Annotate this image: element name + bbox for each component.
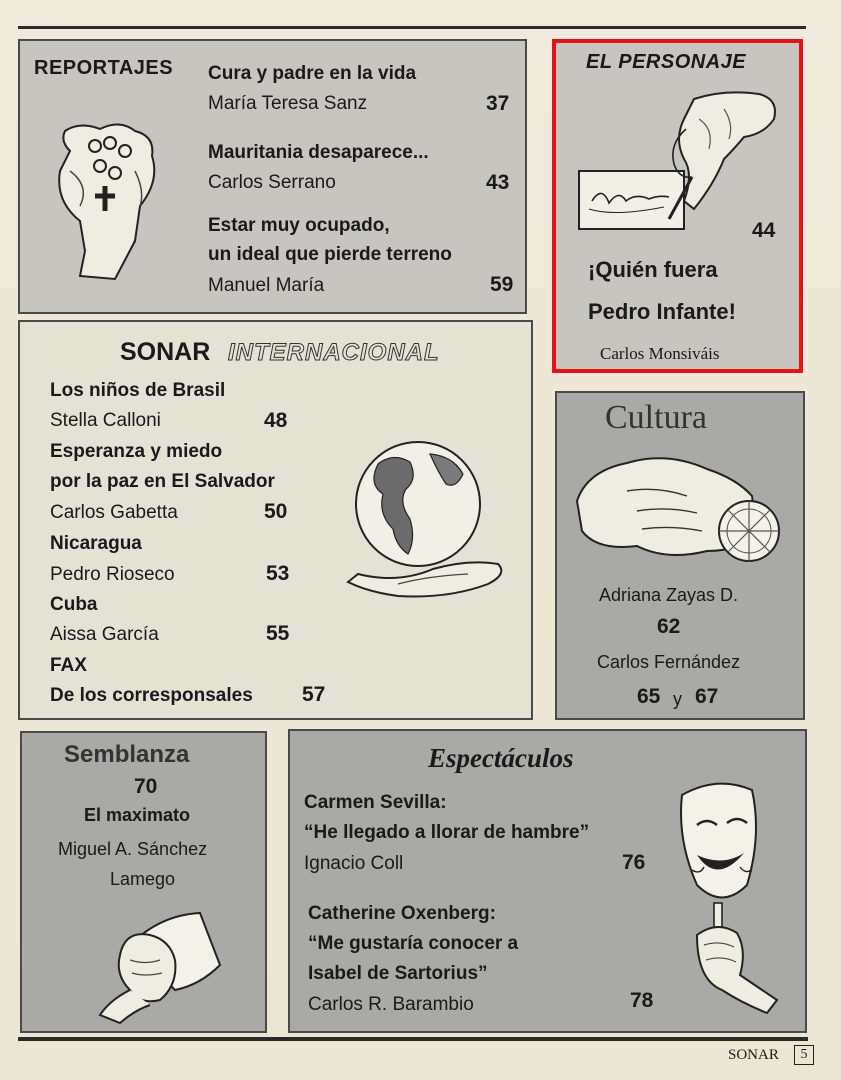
reportajes-item1-page: 37 — [486, 92, 510, 115]
footer-page-number: 5 — [794, 1045, 814, 1065]
reportajes-item2-title: Mauritania desaparece... — [208, 142, 429, 163]
internacional-item3-author: Pedro Rioseco — [50, 564, 175, 585]
internacional-item4-title: Cuba — [50, 594, 98, 615]
internacional-item4-author: Aissa García — [50, 624, 159, 645]
hand-with-paper-illustration — [90, 905, 240, 1025]
espectaculos-item2-page: 78 — [630, 989, 654, 1012]
personaje-tag: EL PERSONAJE — [586, 51, 747, 73]
semblanza-title: El maximato — [84, 805, 191, 825]
bottom-rule — [18, 1037, 808, 1041]
personaje-title-line1: ¡Quién fuera — [588, 257, 718, 282]
personaje-title-line2: Pedro Infante! — [588, 299, 736, 324]
espectaculos-item1-page: 76 — [622, 851, 646, 874]
internacional-panel — [18, 320, 533, 720]
internacional-item1-author: Stella Calloni — [50, 410, 161, 431]
top-rule — [18, 26, 806, 29]
cultura-author2: Carlos Fernández — [597, 652, 741, 672]
reportajes-item1-title: Cura y padre en la vida — [208, 63, 417, 84]
theater-mask-illustration — [662, 775, 792, 1015]
reportajes-item3-author: Manuel María — [208, 275, 325, 296]
semblanza-tag: Semblanza — [64, 741, 190, 768]
espectaculos-panel — [288, 729, 807, 1033]
internacional-item2-page: 50 — [264, 500, 288, 523]
cultura-author1: Adriana Zayas D. — [599, 585, 739, 605]
hand-squeezing-lemon-illustration — [567, 451, 792, 571]
semblanza-author-line1: Miguel A. Sánchez — [58, 839, 208, 859]
footer-magazine-name: SONAR — [728, 1047, 779, 1063]
internacional-item3-title: Nicaragua — [50, 533, 142, 554]
internacional-item4-page: 55 — [266, 622, 290, 645]
personaje-author: Carlos Monsiváis — [600, 344, 720, 363]
internacional-item2-title-line2: por la paz en El Salvador — [50, 471, 275, 492]
espectaculos-item2-title-line1: Catherine Oxenberg: — [308, 903, 496, 924]
reportajes-item3-title-line1: Estar muy ocupado, — [208, 215, 390, 236]
reportajes-item2-page: 43 — [486, 171, 510, 194]
internacional-tag-sonar: SONAR — [120, 338, 211, 366]
semblanza-author-line2: Lamego — [110, 869, 176, 889]
espectaculos-item2-title-line3: Isabel de Sartorius” — [308, 963, 488, 984]
highlight-box — [552, 39, 803, 373]
reportajes-item3-page: 59 — [490, 273, 514, 296]
personaje-page: 44 — [752, 219, 776, 242]
semblanza-panel — [20, 731, 267, 1033]
reportajes-item1-author: María Teresa Sanz — [208, 93, 368, 114]
espectaculos-item2-author: Carlos R. Barambio — [308, 994, 474, 1015]
internacional-item3-page: 53 — [266, 562, 290, 585]
espectaculos-item1-author: Ignacio Coll — [304, 853, 404, 874]
espectaculos-item2-title-line2: “Me gustaría conocer a — [308, 933, 519, 954]
espectaculos-item1-title-line1: Carmen Sevilla: — [304, 792, 447, 813]
cultura-tag: Cultura — [605, 399, 707, 436]
cultura-page-join: y — [673, 689, 682, 709]
internacional-item5-title: FAX — [50, 655, 87, 676]
internacional-item1-page: 48 — [264, 409, 288, 432]
semblanza-page: 70 — [134, 775, 158, 798]
reportajes-item2-author: Carlos Serrano — [208, 172, 336, 193]
globe-in-hand-illustration — [338, 434, 513, 604]
espectaculos-item1-title-line2: “He llegado a llorar de hambre” — [304, 822, 590, 843]
cultura-page2b: 67 — [695, 685, 719, 708]
espectaculos-tag: Espectáculos — [428, 743, 574, 773]
hand-with-rosary-illustration — [40, 111, 170, 281]
internacional-item5-page: 57 — [302, 683, 326, 706]
cultura-page1: 62 — [657, 615, 681, 638]
reportajes-panel — [18, 39, 527, 314]
internacional-item1-title: Los niños de Brasil — [50, 380, 226, 401]
cultura-page2a: 65 — [637, 685, 661, 708]
cultura-panel — [555, 391, 805, 720]
reportajes-tag: REPORTAJES — [34, 57, 174, 79]
internacional-item2-author: Carlos Gabetta — [50, 502, 178, 523]
internacional-tag-internacional: INTERNACIONAL — [228, 339, 440, 366]
internacional-item2-title-line1: Esperanza y miedo — [50, 441, 223, 462]
internacional-item5-author: De los corresponsales — [50, 685, 253, 706]
reportajes-item3-title-line2: un ideal que pierde terreno — [208, 244, 452, 265]
